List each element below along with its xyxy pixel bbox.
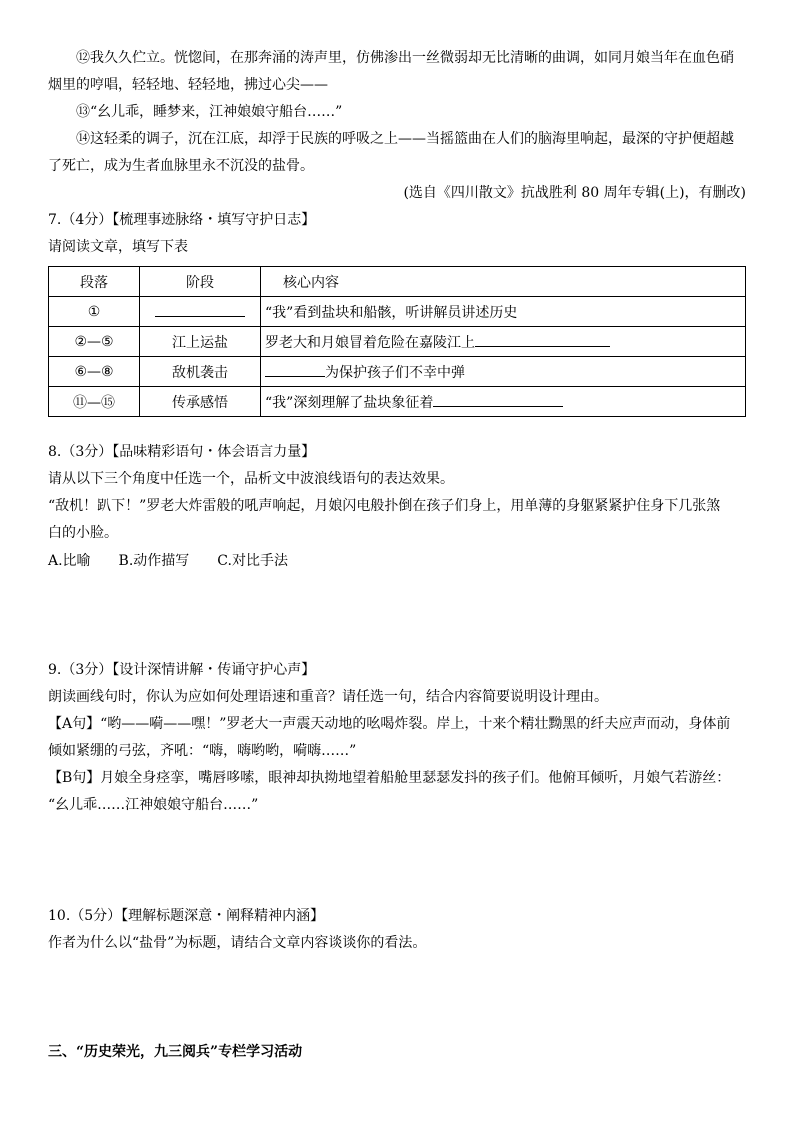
guardian-log-table — [48, 266, 746, 417]
table-row — [49, 327, 746, 357]
section-3-heading: 三、“历史荣光，九三阅兵”专栏学习活动 — [48, 1044, 303, 1060]
table-header-row — [49, 267, 746, 297]
table-row — [49, 387, 746, 417]
question-7-title: 7.（4分）【梳理事迹脉络・填写守护日志】 — [48, 212, 316, 228]
row-content: “我”深刻理解了盐块象征着 — [261, 387, 746, 417]
row-content: 罗老大和月娘冒着危险在嘉陵江上 — [261, 327, 746, 357]
paragraph-13: ⑬“幺儿乖，睡梦来，江神娘娘守船台……” — [76, 104, 343, 120]
answer-blank[interactable] — [265, 362, 325, 377]
question-8-title: 8.（3分）【品味精彩语句・体会语言力量】 — [48, 444, 316, 460]
paragraph-12-line-1: ⑫我久久伫立。恍惚间，在那奔涌的涛声里，仿佛渗出一丝微弱却无比清晰的曲调，如同月娘当年在血色硝 — [76, 50, 734, 66]
answer-blank[interactable] — [433, 392, 563, 407]
question-9-sentence-b-line-2: “幺儿乖……江神娘娘守船台……” — [48, 797, 259, 813]
paragraph-14-line-1: ⑭这轻柔的调子，沉在江底，却浮于民族的呼吸之上——当摇篮曲在人们的脑海里响起，最深的守护便超越 — [76, 131, 734, 147]
paragraph-12-line-2: 烟里的哼唱，轻轻地、轻轻地，拂过心尖—— — [48, 77, 328, 93]
table-row — [49, 297, 746, 327]
question-8-instruction: 请从以下三个角度中任选一个，品析文中波浪线语句的表达效果。 — [48, 471, 454, 487]
question-10-title: 10.（5分）【理解标题深意・阐释精神内涵】 — [48, 908, 325, 924]
question-10-instruction: 作者为什么以“盐骨”为标题，请结合文章内容谈谈你的看法。 — [48, 935, 427, 951]
header-paragraph: 段落 — [49, 267, 140, 297]
row-stage: 敌机袭击 — [140, 357, 261, 387]
question-8-quote-line-1: “敌机！趴下！”罗老大炸雷般的吼声响起，月娘闪电般扑倒在孩子们身上，用单薄的身躯紧紧护住身下几张煞 — [48, 498, 721, 514]
question-9-title: 9.（3分）【设计深情讲解・传诵守护心声】 — [48, 662, 316, 678]
row-stage: 江上运盐 — [140, 327, 261, 357]
row-stage-blank[interactable] — [140, 297, 261, 327]
question-7-instruction: 请阅读文章，填写下表 — [48, 239, 188, 255]
question-9-instruction: 朗读画线句时，你认为应如何处理语速和重音？请任选一句，结合内容简要说明设计理由。 — [48, 689, 608, 705]
row-content: 为保护孩子们不幸中弹 — [261, 357, 746, 387]
paragraph-14-line-2: 了死亡，成为生者血脉里永不沉没的盐骨。 — [48, 158, 314, 174]
row-paragraph: ⑥—⑧ — [49, 357, 140, 387]
row-paragraph: ① — [49, 297, 140, 327]
question-9-sentence-b-line-1: 【B句】月娘全身痉挛，嘴唇哆嗦，眼神却执拗地望着船舱里瑟瑟发抖的孩子们。他俯耳倾听，月娘气若游丝： — [48, 770, 731, 786]
header-core-content: 核心内容 — [261, 267, 746, 297]
question-8-options: A.比喻 B.动作描写 C.对比手法 — [48, 553, 288, 569]
row-content: “我”看到盐块和船骸，听讲解员讲述历史 — [261, 297, 746, 327]
question-9-sentence-a-line-2: 倾如紧绷的弓弦，齐吼：“嗨，嗨哟哟，嗬嗨……” — [48, 743, 357, 759]
question-8-quote-line-2: 白的小脸。 — [48, 525, 118, 541]
row-stage: 传承感悟 — [140, 387, 261, 417]
row-paragraph: ②—⑤ — [49, 327, 140, 357]
question-9-sentence-a-line-1: 【A句】“哟——嗬——嘿！”罗老大一声震天动地的吆喝炸裂。岸上，十来个精壮黝黑的纤夫应声而动，身体前 — [48, 716, 731, 732]
header-stage: 阶段 — [140, 267, 261, 297]
table-row — [49, 357, 746, 387]
row-paragraph: ⑪—⑮ — [49, 387, 140, 417]
answer-blank[interactable] — [155, 302, 245, 317]
source-citation: (选自《四川散文》抗战胜利 80 周年专辑(上)，有删改) — [403, 185, 746, 201]
answer-blank[interactable] — [475, 332, 610, 347]
